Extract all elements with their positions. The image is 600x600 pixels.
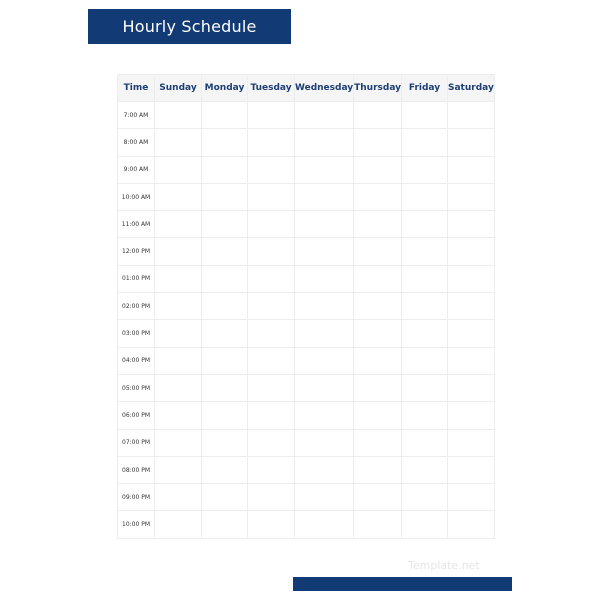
schedule-cell[interactable] [354, 402, 402, 429]
schedule-cell[interactable] [155, 347, 202, 374]
schedule-cell[interactable] [402, 211, 448, 238]
schedule-row [118, 183, 495, 210]
schedule-cell[interactable] [155, 156, 202, 183]
schedule-cell[interactable] [448, 320, 495, 347]
schedule-cell[interactable] [402, 320, 448, 347]
schedule-cell[interactable] [295, 456, 354, 483]
schedule-cell[interactable] [295, 293, 354, 320]
time-label: 11:00 AM [118, 211, 155, 238]
column-header-sunday: Sunday [155, 75, 202, 102]
schedule-cell[interactable] [248, 238, 295, 265]
schedule-cell[interactable] [295, 320, 354, 347]
schedule-cell[interactable] [448, 347, 495, 374]
schedule-cell[interactable] [295, 484, 354, 511]
schedule-cell[interactable] [155, 129, 202, 156]
schedule-row [118, 374, 495, 401]
schedule-cell[interactable] [354, 211, 402, 238]
schedule-row [118, 238, 495, 265]
schedule-cell[interactable] [295, 429, 354, 456]
schedule-cell[interactable] [354, 456, 402, 483]
schedule-cell[interactable] [295, 402, 354, 429]
schedule-cell[interactable] [248, 456, 295, 483]
schedule-cell[interactable] [295, 102, 354, 129]
time-label: 05:00 PM [118, 374, 155, 401]
schedule-cell[interactable] [248, 265, 295, 292]
schedule-cell[interactable] [248, 211, 295, 238]
schedule-cell[interactable] [354, 102, 402, 129]
header-row [118, 75, 495, 102]
schedule-cell[interactable] [155, 402, 202, 429]
schedule-cell[interactable] [448, 238, 495, 265]
schedule-cell[interactable] [248, 347, 295, 374]
hourly-schedule-table [117, 74, 495, 539]
schedule-row [118, 211, 495, 238]
schedule-cell[interactable] [295, 211, 354, 238]
schedule-cell[interactable] [354, 156, 402, 183]
schedule-cell[interactable] [354, 293, 402, 320]
schedule-cell[interactable] [202, 211, 248, 238]
time-label: 08:00 PM [118, 456, 155, 483]
schedule-cell[interactable] [402, 293, 448, 320]
schedule-cell[interactable] [295, 183, 354, 210]
column-header-time: Time [118, 75, 155, 102]
schedule-cell[interactable] [402, 484, 448, 511]
schedule-cell[interactable] [402, 429, 448, 456]
schedule-cell[interactable] [202, 183, 248, 210]
schedule-cell[interactable] [448, 402, 495, 429]
schedule-cell[interactable] [354, 484, 402, 511]
schedule-cell[interactable] [295, 374, 354, 401]
schedule-cell[interactable] [402, 402, 448, 429]
schedule-cell[interactable] [248, 402, 295, 429]
time-label: 01:00 PM [118, 265, 155, 292]
time-label: 06:00 PM [118, 402, 155, 429]
column-header-wednesday: Wednesday [295, 75, 354, 102]
time-label: 02:00 PM [118, 293, 155, 320]
schedule-cell[interactable] [248, 511, 295, 538]
schedule-cell[interactable] [448, 293, 495, 320]
column-header-friday: Friday [402, 75, 448, 102]
time-label: 04:00 PM [118, 347, 155, 374]
schedule-cell[interactable] [155, 238, 202, 265]
schedule-cell[interactable] [295, 129, 354, 156]
column-header-tuesday: Tuesday [248, 75, 295, 102]
schedule-cell[interactable] [202, 484, 248, 511]
time-label: 12:00 PM [118, 238, 155, 265]
schedule-cell[interactable] [202, 402, 248, 429]
schedule-cell[interactable] [248, 129, 295, 156]
schedule-cell[interactable] [248, 374, 295, 401]
watermark: Template.net [408, 559, 480, 572]
schedule-cell[interactable] [295, 156, 354, 183]
title-banner [88, 9, 291, 44]
schedule-cell[interactable] [448, 211, 495, 238]
schedule-cell[interactable] [402, 238, 448, 265]
schedule-cell[interactable] [202, 429, 248, 456]
column-header-saturday: Saturday [448, 75, 495, 102]
schedule-cell[interactable] [448, 511, 495, 538]
schedule-cell[interactable] [155, 102, 202, 129]
schedule-cell[interactable] [354, 265, 402, 292]
schedule-cell[interactable] [448, 265, 495, 292]
schedule-cell[interactable] [155, 511, 202, 538]
footer-bar [293, 577, 512, 591]
schedule-cell[interactable] [354, 183, 402, 210]
schedule-cell[interactable] [155, 429, 202, 456]
schedule-row [118, 102, 495, 129]
schedule-row [118, 129, 495, 156]
schedule-cell[interactable] [354, 129, 402, 156]
schedule-cell[interactable] [155, 211, 202, 238]
time-label: 09:00 PM [118, 484, 155, 511]
schedule-cell[interactable] [248, 156, 295, 183]
schedule-cell[interactable] [354, 374, 402, 401]
schedule-row [118, 484, 495, 511]
schedule-cell[interactable] [354, 347, 402, 374]
schedule-cell[interactable] [248, 183, 295, 210]
schedule-row [118, 156, 495, 183]
schedule-row [118, 347, 495, 374]
time-label: 10:00 AM [118, 183, 155, 210]
time-label: 07:00 PM [118, 429, 155, 456]
schedule-body [118, 102, 495, 539]
time-label: 8:00 AM [118, 129, 155, 156]
schedule-cell[interactable] [402, 102, 448, 129]
schedule-cell[interactable] [202, 265, 248, 292]
schedule-cell[interactable] [248, 484, 295, 511]
schedule-cell[interactable] [295, 511, 354, 538]
schedule-row [118, 429, 495, 456]
schedule-cell[interactable] [402, 156, 448, 183]
schedule-cell[interactable] [402, 129, 448, 156]
schedule-cell[interactable] [155, 265, 202, 292]
schedule-cell[interactable] [448, 183, 495, 210]
schedule-cell[interactable] [354, 238, 402, 265]
schedule-cell[interactable] [448, 102, 495, 129]
time-label: 10:00 PM [118, 511, 155, 538]
schedule-cell[interactable] [402, 374, 448, 401]
schedule-cell[interactable] [402, 347, 448, 374]
schedule-cell[interactable] [202, 102, 248, 129]
schedule-cell[interactable] [402, 265, 448, 292]
schedule-cell[interactable] [155, 320, 202, 347]
schedule-cell[interactable] [248, 320, 295, 347]
schedule-row [118, 265, 495, 292]
schedule-cell[interactable] [155, 374, 202, 401]
schedule-cell[interactable] [354, 511, 402, 538]
schedule-cell[interactable] [448, 484, 495, 511]
schedule-cell[interactable] [448, 156, 495, 183]
schedule-cell[interactable] [402, 456, 448, 483]
schedule-cell[interactable] [295, 347, 354, 374]
schedule-cell[interactable] [202, 238, 248, 265]
schedule-row [118, 320, 495, 347]
schedule-cell[interactable] [402, 511, 448, 538]
schedule-cell[interactable] [248, 429, 295, 456]
schedule-cell[interactable] [354, 429, 402, 456]
schedule-cell[interactable] [202, 293, 248, 320]
schedule-cell[interactable] [402, 183, 448, 210]
schedule-cell[interactable] [155, 456, 202, 483]
schedule-row [118, 293, 495, 320]
schedule-row [118, 511, 495, 538]
schedule-row [118, 456, 495, 483]
schedule-row [118, 402, 495, 429]
schedule-cell[interactable] [155, 484, 202, 511]
schedule-cell[interactable] [202, 156, 248, 183]
time-label: 03:00 PM [118, 320, 155, 347]
column-header-thursday: Thursday [354, 75, 402, 102]
schedule-cell[interactable] [202, 129, 248, 156]
schedule-cell[interactable] [155, 293, 202, 320]
schedule-cell[interactable] [202, 374, 248, 401]
time-label: 7:00 AM [118, 102, 155, 129]
schedule-cell[interactable] [202, 347, 248, 374]
schedule-cell[interactable] [248, 293, 295, 320]
schedule-cell[interactable] [155, 183, 202, 210]
schedule-cell[interactable] [202, 320, 248, 347]
schedule-cell[interactable] [202, 456, 248, 483]
time-label: 9:00 AM [118, 156, 155, 183]
schedule-cell[interactable] [295, 238, 354, 265]
schedule-cell[interactable] [448, 374, 495, 401]
page-title: Hourly Schedule [122, 17, 257, 36]
column-header-monday: Monday [202, 75, 248, 102]
schedule-cell[interactable] [448, 129, 495, 156]
schedule-cell[interactable] [448, 456, 495, 483]
schedule-cell[interactable] [295, 265, 354, 292]
schedule-cell[interactable] [202, 511, 248, 538]
schedule-cell[interactable] [354, 320, 402, 347]
schedule-cell[interactable] [448, 429, 495, 456]
schedule-cell[interactable] [248, 102, 295, 129]
